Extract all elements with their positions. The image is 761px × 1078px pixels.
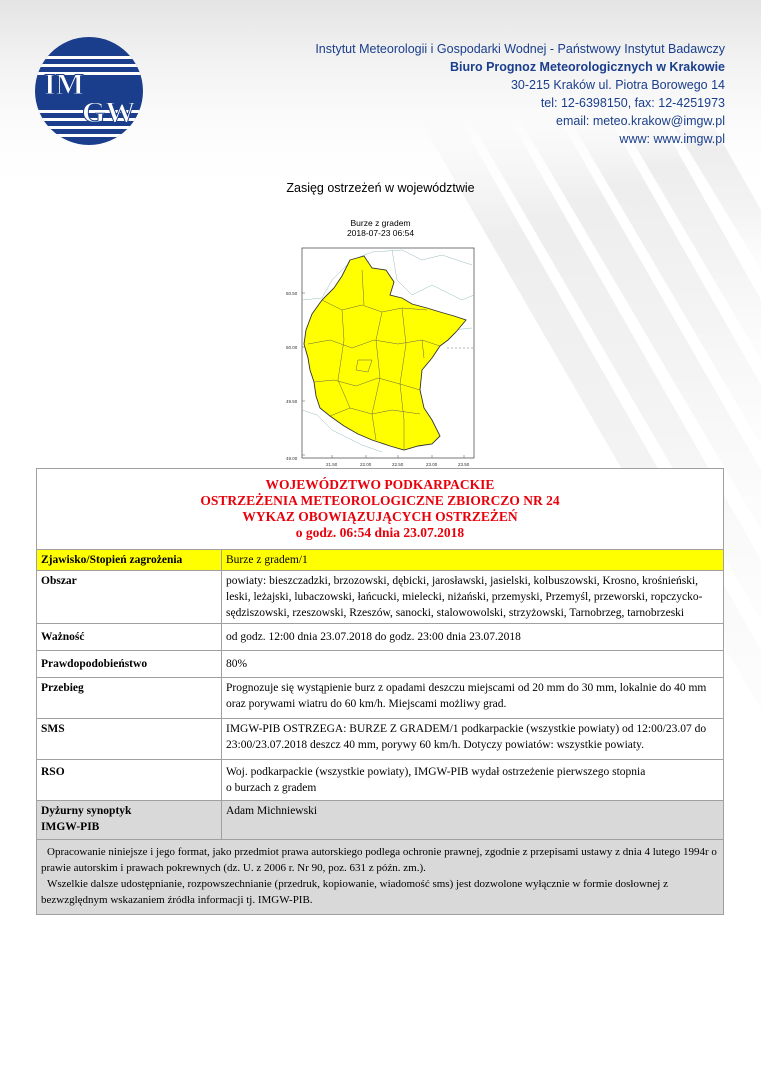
row-value: Adam Michniewski bbox=[222, 801, 724, 840]
warning-map bbox=[272, 240, 487, 470]
row-value bbox=[222, 760, 724, 801]
institute-name: Instytut Meteorologii i Gospodarki Wodnej - Państwowy Instytut Badawczy bbox=[315, 42, 725, 56]
row-value: 80% bbox=[222, 651, 724, 678]
row-label bbox=[37, 801, 222, 840]
row-label: Ważność bbox=[37, 624, 222, 651]
row-label: SMS bbox=[37, 719, 222, 760]
table-row bbox=[37, 571, 724, 624]
rso-line: Woj. podkarpackie (wszystkie powiaty), IMGW-PIB wydał ostrzeżenie pierwszego stopnia bbox=[226, 766, 646, 778]
row-label: Prawdopodobieństwo bbox=[37, 651, 222, 678]
map-date: 2018-07-23 06:54 bbox=[346, 228, 415, 238]
x-tick-label: 23.50 bbox=[458, 462, 470, 467]
table-row bbox=[37, 719, 724, 760]
institute-header bbox=[315, 40, 725, 148]
title-line: o godz. 06:54 dnia 23.07.2018 bbox=[295, 525, 465, 540]
warning-table bbox=[36, 468, 724, 915]
synoptyk-label: Dyżurny synoptyk bbox=[41, 805, 132, 817]
x-tick-label: 22.50 bbox=[392, 462, 404, 467]
y-tick-label: 49.00 bbox=[286, 456, 298, 461]
y-tick-label: 50.00 bbox=[286, 345, 298, 350]
map-section-title: Zasięg ostrzeżeń w województwie bbox=[286, 181, 475, 195]
row-label: Zjawisko/Stopień zagrożenia bbox=[37, 550, 222, 571]
website[interactable]: www: www.imgw.pl bbox=[619, 132, 725, 146]
row-value: IMGW-PIB OSTRZEGA: BURZE Z GRADEM/1 podkarpackie (wszystkie powiaty) od 12:00/23.07 do 23:00/23.07.2018 deszcz 40 mm, porywy 60 km/h. Dotyczy powiatów: wszystkie powiaty. bbox=[222, 719, 724, 760]
x-tick-label: 21.50 bbox=[326, 462, 338, 467]
row-label: Obszar bbox=[37, 571, 222, 624]
phone: tel: 12-6398150, fax: 12-4251973 bbox=[540, 96, 725, 110]
title-line: WOJEWÓDZTWO PODKARPACKIE bbox=[265, 477, 495, 492]
row-value: Prognozuje się wystąpienie burz z opadami deszczu miejscami od 20 mm do 30 mm, lokalnie do 40 mm oraz porywami wiatru do 60 km/h. Miejscami możliwy grad. bbox=[222, 678, 724, 719]
table-row bbox=[37, 624, 724, 651]
table-row bbox=[37, 550, 724, 571]
office-name: Biuro Prognoz Meteorologicznych w Krakowie bbox=[449, 60, 725, 74]
title-line: WYKAZ OBOWIĄZUJĄCYCH OSTRZEŻEŃ bbox=[242, 509, 518, 524]
row-value: od godz. 12:00 dnia 23.07.2018 do godz. 23:00 dnia 23.07.2018 bbox=[222, 624, 724, 651]
row-value: powiaty: bieszczadzki, brzozowski, dębicki, jarosławski, jasielski, kolbuszowski, Krosno, krośnieński, leski, leżajski, lubaczowski, łańcucki, mielecki, niżański, przemyski, Przemyśl, przeworski, ropczycko-sędziszowski, rzeszowski, Rzeszów, sanocki, stalowowolski, strzyżowski, Tarnobrzeg, tarnobrzeski bbox=[222, 571, 724, 624]
logo-text-bottom: GW bbox=[82, 96, 136, 129]
warning-title bbox=[37, 469, 724, 550]
address: 30-215 Kraków ul. Piotra Borowego 14 bbox=[510, 78, 725, 92]
table-row bbox=[37, 651, 724, 678]
row-label: Przebieg bbox=[37, 678, 222, 719]
email[interactable]: email: meteo.krakow@imgw.pl bbox=[556, 114, 725, 128]
copyright-paragraph: Opracowanie niniejsze i jego format, jako przedmiot prawa autorskiego podlega ochronie prawnej, zgodnie z przepisami ustawy z dnia 4 lutego 1994r o prawie autorskim i prawach pokrewnych (dz. U. z 2006 r. Nr 90, poz. 631 z późn. zm.). bbox=[41, 846, 717, 874]
copyright-note bbox=[37, 840, 724, 915]
y-tick-label: 49.50 bbox=[286, 399, 298, 404]
x-tick-label: 22.00 bbox=[360, 462, 372, 467]
table-row bbox=[37, 801, 724, 840]
x-tick-label: 23.00 bbox=[426, 462, 438, 467]
table-row bbox=[37, 760, 724, 801]
copyright-paragraph: Wszelkie dalsze udostępnianie, rozpowszechnianie (przedruk, kopiowanie, wiadomość sms) jest dozwolone wyłącznie w formie dosłownej z bezwzględnym wskazaniem źródła informacji tj. IMGW-PIB. bbox=[41, 878, 668, 906]
title-line: OSTRZEŻENIA METEOROLOGICZNE ZBIORCZO NR 24 bbox=[200, 493, 560, 508]
map-title: Burze z gradem bbox=[350, 218, 411, 228]
synoptyk-org: IMGW-PIB bbox=[41, 821, 100, 833]
row-label: RSO bbox=[37, 760, 222, 801]
logo-text-top: IM bbox=[44, 68, 84, 101]
row-value: Burze z gradem/1 bbox=[222, 550, 724, 571]
imgw-logo bbox=[34, 36, 144, 146]
table-row bbox=[37, 678, 724, 719]
rso-line: o burzach z gradem bbox=[226, 782, 317, 794]
y-tick-label: 50.50 bbox=[286, 291, 298, 296]
